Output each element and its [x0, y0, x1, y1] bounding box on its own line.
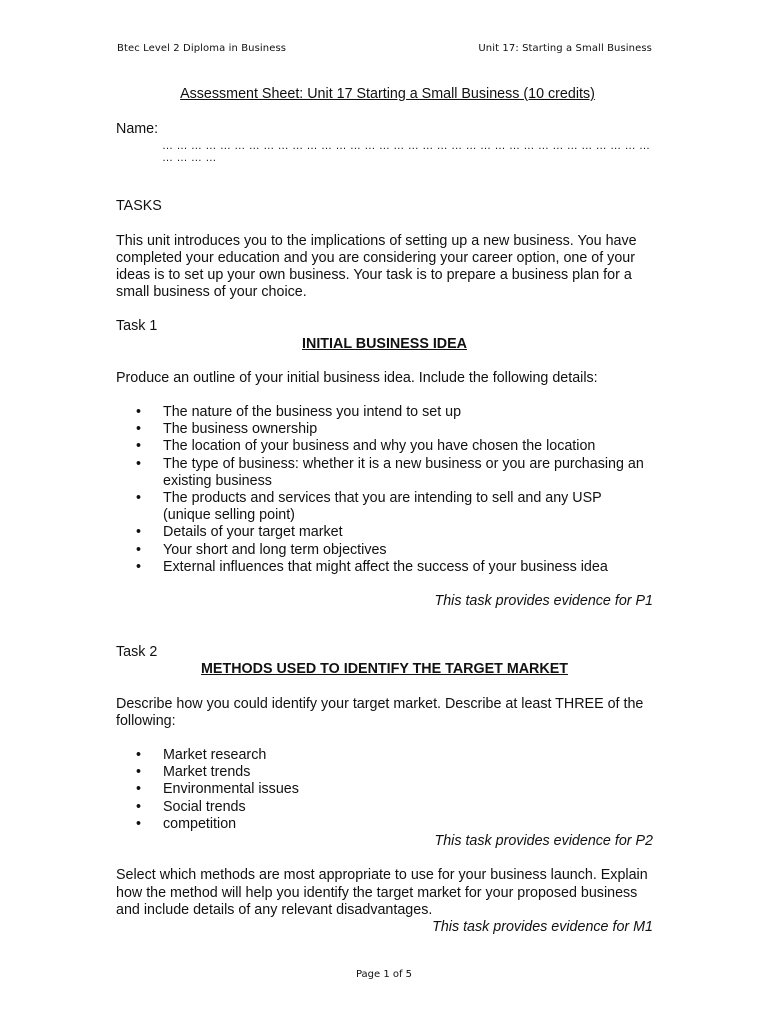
task2-heading: METHODS USED TO IDENTIFY THE TARGET MARKET — [201, 661, 568, 678]
task1-instruction: Produce an outline of your initial business idea. Include the following details: — [116, 369, 598, 386]
header-course-title: Btec Level 2 Diploma in Business — [117, 43, 287, 54]
tasks-heading: TASKS — [116, 198, 162, 215]
list-item: • Your short and long term objectives — [116, 542, 653, 559]
task2-evidence: This task provides evidence for P2 — [434, 833, 653, 850]
task2-label: Task 2 — [116, 644, 158, 661]
name-label: Name: — [116, 121, 159, 138]
task1-label: Task 1 — [116, 318, 158, 335]
list-item: • Environmental issues — [116, 781, 653, 798]
page-title: Assessment Sheet: Unit 17 Starting a Small Business (10 credits) — [180, 86, 595, 102]
task2-select-paragraph: Select which methods are most appropriate to use for your business launch. Explain how the method will help you identify the target market for your proposed business and include details of any relevant disadvantages. — [116, 867, 648, 918]
intro-paragraph: This unit introduces you to the implications of setting up a new business. You have completed your education and you are considering your career option, one of your ideas is to set up your own business. Your task is to prepare a business plan for a small business of your choice. — [116, 232, 637, 301]
list-item: • External influences that might affect the success of your business idea — [116, 559, 653, 576]
task1-bullet-list — [116, 404, 653, 576]
list-item: • competition — [116, 816, 653, 833]
task2-evidence-m1: This task provides evidence for M1 — [432, 918, 653, 935]
list-item: • Market trends — [116, 764, 653, 781]
list-item: • The products and services that you are intending to sell and any USP (unique selling point) — [116, 490, 653, 524]
page-number: Page 1 of 5 — [355, 969, 413, 980]
task2-bullet-list — [116, 747, 653, 833]
list-item: • Details of your target market — [116, 524, 653, 541]
name-dotted-line: … … … … … … … … … … … … … … … … … … … … … … … … … … … … … … … … … … … … … … — [162, 140, 651, 165]
task1-heading: INITIAL BUSINESS IDEA — [302, 335, 467, 352]
list-item: • The location of your business and why you have chosen the location — [116, 438, 653, 455]
list-item: • Market research — [116, 747, 653, 764]
header-unit-title: Unit 17: Starting a Small Business — [478, 43, 652, 54]
list-item: • The business ownership — [116, 421, 653, 438]
list-item: • Social trends — [116, 799, 653, 816]
list-item: • The nature of the business you intend to set up — [116, 404, 653, 421]
list-item: • The type of business: whether it is a new business or you are purchasing an existing business — [116, 456, 653, 490]
document-body — [116, 86, 653, 936]
task2-instruction: Describe how you could identify your target market. Describe at least THREE of the following: — [116, 695, 644, 729]
task1-evidence: This task provides evidence for P1 — [434, 593, 653, 610]
